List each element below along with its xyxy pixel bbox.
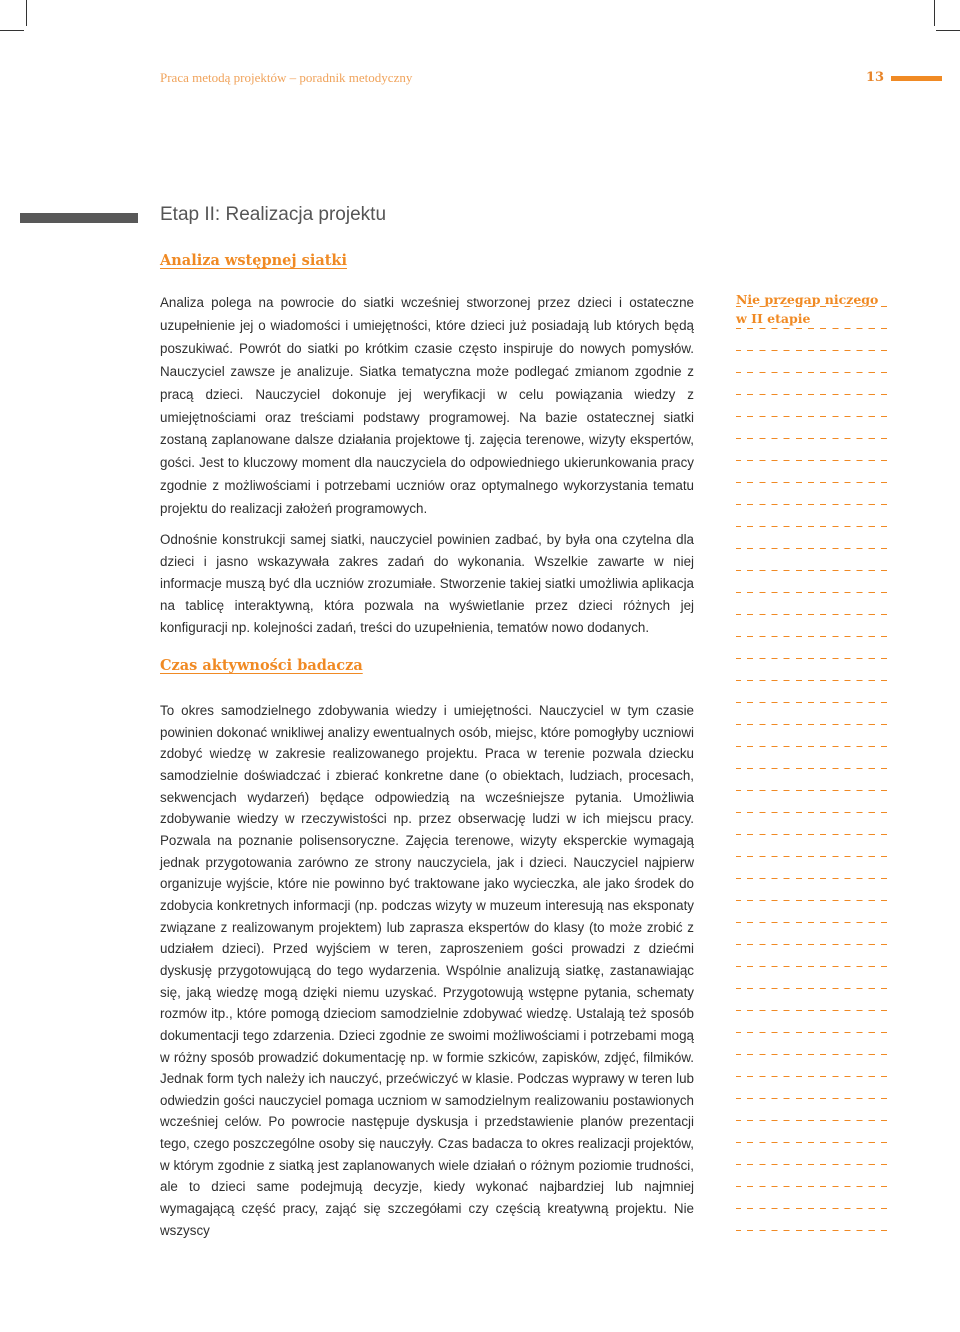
note-dashed-line (736, 769, 888, 791)
note-dashed-line (736, 439, 888, 461)
note-dashed-line (736, 813, 888, 835)
note-dashed-line (736, 373, 888, 395)
side-note-heading (736, 290, 896, 328)
note-dashed-line (736, 945, 888, 967)
page-number: 13 (866, 70, 885, 85)
note-dashed-line (736, 725, 888, 747)
paragraph-grid-construction: Odnośnie konstrukcji samej siatki, nauczyciel powinien zadbać, by była ona czytelna dla dzieci i jasno wskazywała zakres zadań do wykonania. Wszelkie zawarte w niej informacje muszą być dla uczniów zrozumiałe. Stworzenie takiej siatki umożliwia aplikacja na tablicę interaktywną, która pozwala na wyświetlanie przez dzieci różnych jej konfiguracji np. kolejności zadań, treści do uzupełnienia, tematów nowo dodanych. (160, 532, 694, 635)
note-dashed-line (736, 1011, 888, 1033)
note-dashed-line (736, 329, 888, 351)
note-dashed-line (736, 791, 888, 813)
note-dashed-line (736, 549, 888, 571)
note-dashed-line (736, 637, 888, 659)
crop-mark (0, 30, 24, 31)
note-dashed-line (736, 351, 888, 373)
note-dashed-line (736, 989, 888, 1011)
note-dashed-line (736, 857, 888, 879)
note-dashed-line (736, 835, 888, 857)
note-dashed-line (736, 1033, 888, 1055)
running-header: Praca metodą projektów – poradnik metodyczny (160, 70, 413, 85)
note-dashed-line (736, 571, 888, 593)
note-dashed-line (736, 747, 888, 769)
note-dashed-line (736, 1187, 888, 1209)
note-dashed-line (736, 923, 888, 945)
note-dashed-line (736, 879, 888, 901)
note-dashed-line (736, 967, 888, 989)
note-dashed-line (736, 1209, 888, 1231)
crop-mark (26, 0, 27, 26)
paragraph-research-time: To okres samodzielnego zdobywania wiedzy i umiejętności. Nauczyciel w tym czasie powinien dokonać wnikliwej analizy ewentualnych osób, miejsc, które pomogłyby uczniowi zdobyć wiedzę w zakresie realizowanego projektu. Praca w terenie pozwala dziecku samodzielnie doświadczać i zbierać konkretne dane (o obiektach, ludziach, procesach, sekwencjach wydarzeń) będące odpowiedzią na wcześniejsze pytania. Umożliwia zdobywanie wiedzy w rzeczywistości np. przez obserwację ludzi w ich miejscu pracy. Pozwala na poznanie polisensoryczne. Zajęcia terenowe, wizyty eksperckie wymagają jednak przygotowania zarówno ze strony nauczyciela, jak i dzieci. Nauczyciel najpierw organizuje wyjście, które nie powinno być traktowane jako wycieczka, ale jako środek do zdobycia konkretnych informacji (np. podczas wizyty w muzeum interesują nas eksponaty związane z realizowanym projektem) lub zaprasza ekspertów do klasy (to może zrobić z udziałem dzieci). Przed wyjściem w teren, zaproszeniem gości prowadzi z dziećmi dyskusję przygotowującą do tego wydarzenia. Wspólnie analizują siatkę, zastanawiając się, jaką wiedzę mogą dzięki niemu uzyskać. Przygotowują wstępne pytania, schematy rozmów itp., które pomogą dzieciom samodzielnie zdobywać wiedzę. Ustalają też sposób dokumentacji tego zdarzenia. Dzieci zgodnie ze swoimi możliwościami i potrzebami mogą w różny sposób prowadzić dokumentację np. w formie szkiców, zapisków, zdjęć, filmików. Jednak form tych należy ich nauczyć, przećwiczyć w klasie. Podczas wyprawy w teren lub odwiedzin gości nauczyciel pomaga uczniom w samodzielnym realizowaniu postawionych wcześniej celów. Po powrocie następuje dyskusja i przedstawienie planów prezentacji tego, czego poszczególne osoby się nauczyły. Czas badacza to okres realizacji projektów, w którym zgodnie z siatką jest zaplanowanych wiele działań o różnym poziomie trudności, ale to dzieci same podejmują decyzje, kiedy wykonać najbardziej lub najmniej wymagającą część pracy, zająć się szczegółami czy częścią kreatywną projektu. Nie wszyscy (160, 703, 694, 1238)
note-dashed-line (736, 505, 888, 527)
note-dashed-line (736, 395, 888, 417)
note-dashed-line (736, 417, 888, 439)
note-dashed-line (736, 527, 888, 549)
section-title: Etap II: Realizacja projektu (160, 204, 387, 225)
note-dashed-line (736, 593, 888, 615)
note-dashed-line (736, 1165, 888, 1187)
note-dashed-line (736, 461, 888, 483)
subheading-research-time: Czas aktywności badacza (160, 657, 363, 674)
note-dashed-line (736, 615, 888, 637)
note-dashed-line (736, 901, 888, 923)
note-dashed-line (736, 1077, 888, 1099)
section-bar (20, 213, 138, 223)
note-dashed-line (736, 1143, 888, 1165)
crop-mark (936, 30, 960, 31)
side-note-line: w II etapie (736, 311, 811, 326)
note-dashed-line (736, 1121, 888, 1143)
note-dashed-line (736, 1099, 888, 1121)
subheading-analysis: Analiza wstępnej siatki (160, 252, 347, 269)
note-dashed-line (736, 703, 888, 725)
side-note-line: Nie przegap niczego (736, 292, 879, 307)
note-dashed-line (736, 1055, 888, 1077)
crop-mark (934, 0, 935, 26)
notes-dashed-lines (736, 285, 888, 1231)
page-number-bar (891, 76, 942, 81)
paragraph-analysis: Analiza polega na powrocie do siatki wcześniej stworzonej przez dzieci i ostateczne uzupełnienie jej o wiadomości i umiejętności, które dzieci już posiadają lub których będą poszukiwać. Powrót do siatki po krótkim czasie często inspiruje do nowych pomysłów. Nauczyciel zawsze je analizuje. Siatka tematyczna może podlegać zmianom zgodnie z pracą dzieci. Nauczyciel dokonuje jej weryfikacji w celu powiązania wiedzy z umiejętnościami oraz treściami podstawy programowej. Na bazie ostatecznej siatki zostaną zaplanowane dalsze działania projektowe tj. zajęcia terenowe, wizyty ekspertów, gości. Jest to kluczowy moment dla nauczyciela do odpowiedniego ukierunkowania pracy zgodnie z możliwościami i potrzebami uczniów oraz optymalnego wykorzystania tematu projektu do realizacji założeń programowych. (160, 295, 694, 517)
note-dashed-line (736, 681, 888, 703)
note-dashed-line (736, 659, 888, 681)
note-dashed-line (736, 483, 888, 505)
